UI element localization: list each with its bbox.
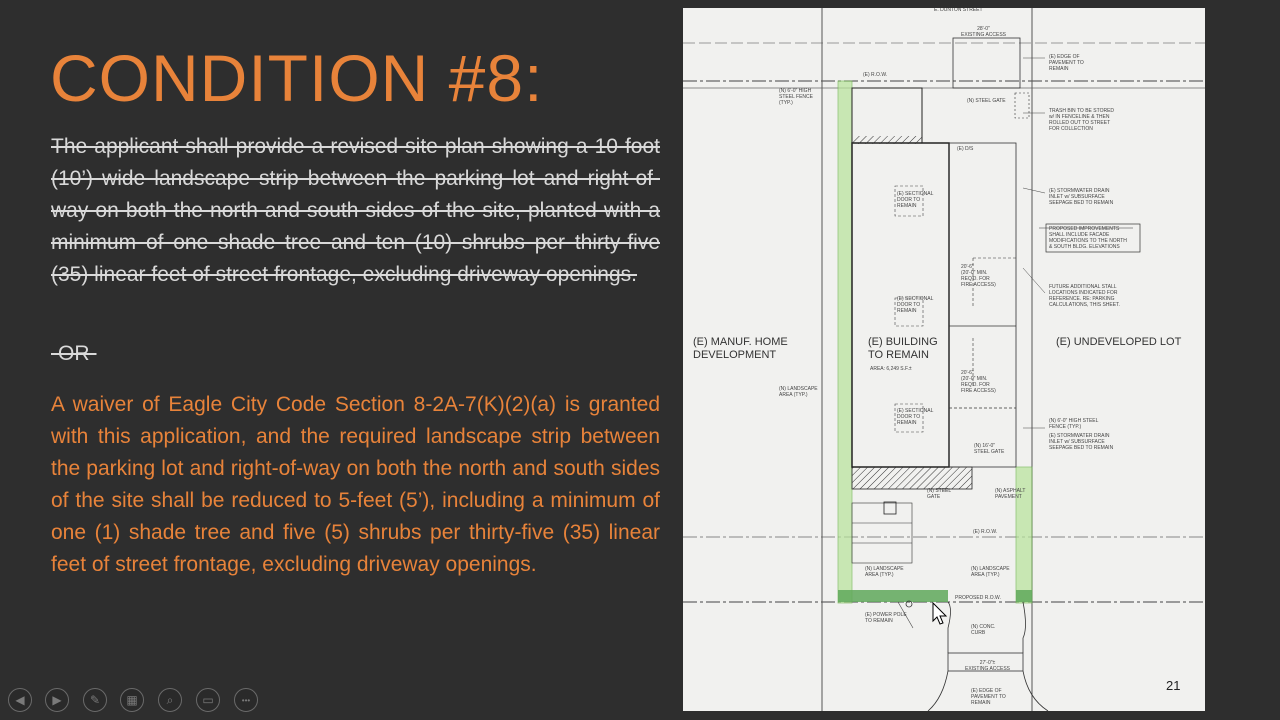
plan-note-stormwater-top: (E) STORMWATER DRAIN INLET w/ SUBSURFACE SEEPAGE BED TO REMAIN	[1049, 188, 1114, 206]
plan-note-steel-fence: (N) 6'-0" HIGH STEEL FENCE (TYP.)	[779, 88, 813, 106]
plan-note-steel-gate-mid: (N) STEEL GATE	[927, 488, 952, 500]
plan-note-landscape-br: (N) LANDSCAPE AREA (TYP.)	[971, 566, 1010, 578]
plan-note-edge-pavement-bottom: (E) EDGE OF PAVEMENT TO REMAIN	[971, 688, 1006, 706]
struck-condition-text: The applicant shall provide a revised site plan showing a 10-foot (10’) wide landscape strip between the parking lot and right-of-way on both the north and south sides of the site, planted with a minimum of one shade tree and ten (10) shrubs per thirty-five (35) linear feet of street frontage, excluding driveway openings.	[51, 135, 660, 286]
more-options-button[interactable]: •••	[234, 688, 258, 712]
plan-note-sectional-door-3: (E) SECTIONAL DOOR TO REMAIN	[897, 408, 934, 426]
next-slide-button[interactable]: ▶	[45, 688, 69, 712]
plan-note-asphalt: (N) ASPHALT PAVEMENT	[995, 488, 1026, 500]
mouse-cursor-icon	[932, 602, 948, 626]
plan-note-area: AREA: 6,249 S.F.±	[870, 366, 912, 372]
plan-note-power-pole: (E) POWER POLE TO REMAIN	[865, 612, 907, 624]
video-button[interactable]: ▭	[196, 688, 220, 712]
plan-note-future-stalls: FUTURE ADDITIONAL STALL LOCATIONS INDICATED FOR REFERENCE. RE: PARKING CALCULATIONS, THIS SHEET.	[1049, 284, 1120, 308]
plan-note-sectional-door-1: (E) SECTIONAL DOOR TO REMAIN	[897, 191, 934, 209]
slide-page-number: 21	[1166, 678, 1181, 693]
plan-note-improvements: PROPOSED IMPROVEMENTS SHALL INCLUDE FACADE MODIFICATIONS TO THE NORTH & SOUTH BLDG. ELEVATIONS	[1049, 226, 1127, 250]
previous-slide-button[interactable]: ◀	[8, 688, 32, 712]
plan-note-steel-fence-right: (N) 6'-0" HIGH STEEL FENCE (TYP.)	[1049, 418, 1099, 430]
plan-note-stormwater-bottom: (E) STORMWATER DRAIN INLET w/ SUBSURFACE SEEPAGE BED TO REMAIN	[1049, 433, 1114, 451]
plan-note-existing-access-top: 28'-0" EXISTING ACCESS	[961, 26, 1007, 38]
plan-note-proposed-row: PROPOSED R.O.W.	[955, 595, 1001, 601]
pen-tool-button[interactable]: ✎	[83, 688, 107, 712]
slide-title: CONDITION #8:	[50, 41, 544, 115]
see-all-slides-button[interactable]: ▦	[120, 688, 144, 712]
plan-note-row-bottom: (E) R.O.W.	[973, 529, 998, 535]
plan-note-steel-gate-top: (N) STEEL GATE	[967, 98, 1006, 104]
plan-note-ds: (E) D/S	[957, 146, 974, 152]
plan-note-row-top: (E) R.O.W.	[863, 72, 888, 78]
plan-note-landscape-left: (N) LANDSCAPE AREA (TYP.)	[779, 386, 818, 398]
plan-right-lot-label: (E) UNDEVELOPED LOT	[1056, 336, 1182, 348]
plan-note-conc-curb: (N) CONC. CURB	[971, 624, 996, 636]
plan-note-fire-access-1: 20'-6" (20'-0" MIN. REQ'D. FOR FIRE ACCESS)	[961, 264, 996, 288]
plan-note-landscape-bl: (N) LANDSCAPE AREA (TYP.)	[865, 566, 904, 578]
plan-left-lot-label: (E) MANUF. HOME DEVELOPMENT	[693, 336, 788, 361]
plan-building-label: (E) BUILDING TO REMAIN	[868, 336, 938, 361]
waiver-text: A waiver of Eagle City Code Section 8-2A-7(K)(2)(a) is granted with this application, and the required landscape strip between the parking lot and right-of-way on both the north and south sides of the site shall be reduced to 5-feet (5’), including a minimum of one (1) shade tree and five (5) shrubs per thirty-five (35) linear feet of street frontage, excluding driveway openings.	[51, 393, 660, 576]
plan-note-steel-gate-bottom: (N) 16'-0" STEEL GATE	[974, 443, 1005, 455]
or-label: -OR-	[51, 342, 97, 365]
plan-note-fire-access-2: 20'-6" (20'-0" MIN. REQ'D. FOR FIRE ACCESS)	[961, 370, 996, 394]
plan-street-top: E. DUNTON STREET	[934, 8, 983, 13]
plan-note-existing-access-bottom: 27'-0"± EXISTING ACCESS	[965, 660, 1011, 672]
plan-note-edge-pavement-top: (E) EDGE OF PAVEMENT TO REMAIN	[1049, 54, 1084, 72]
zoom-button[interactable]: ⌕	[158, 688, 182, 712]
plan-note-trash: TRASH BIN TO BE STORED w/ IN FENCELINE & THEN ROLLED OUT TO STREET FOR COLLECTION	[1049, 108, 1115, 132]
plan-note-sectional-door-2: (E) SECTIONAL DOOR TO REMAIN	[897, 296, 934, 314]
